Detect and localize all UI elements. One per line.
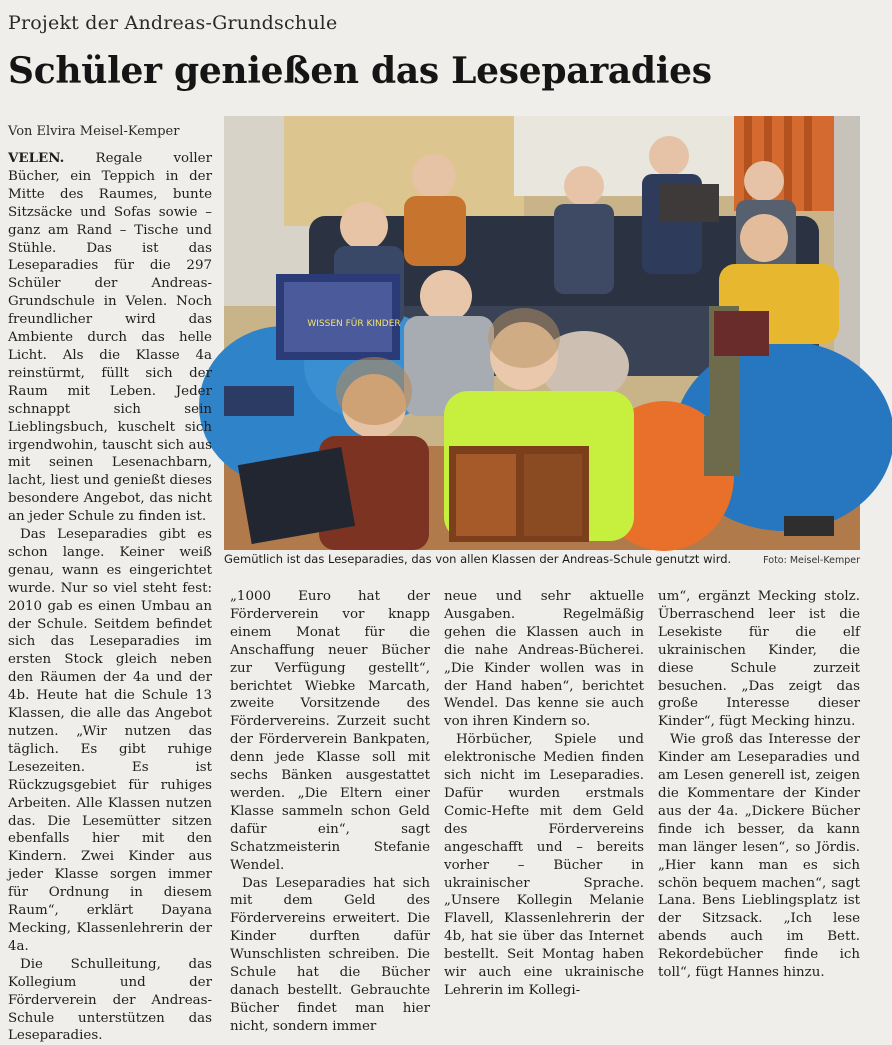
article-column-3	[444, 588, 644, 1000]
column-4-paragraph-1: um“, ergänzt Mecking stolz. Überraschend leer ist die Lesekiste für die elf ukrainischen Kinder, die diese Schule zurzeit besuchen. „Das zeigt das große Interesse dieser Kinder“, fügt Mecking hinzu.	[658, 589, 860, 730]
column-3-paragraph-1: neue und sehr aktuelle Ausgaben. Regelmäßig gehen die Klassen auch in die nahe Andreas-Bücherei. „Die Kinder wollen was in der Hand haben“, berichtet Wendel. Das kenne sie auch von ihren Kindern so.	[444, 589, 644, 730]
column-2-paragraph-2: Das Leseparadies hat sich mit dem Geld des Fördervereins erweitert. Die Kinder durften dafür Wunschlisten schreiben. Die Schule hat die Bücher danach bestellt. Gebrauchte Bücher findet man hier nicht, sondern immer	[230, 875, 430, 1034]
photo-book-title: WISSEN FÜR KINDER	[307, 319, 401, 329]
column-1-paragraph-1	[8, 150, 212, 526]
article-column-1	[8, 150, 212, 1045]
column-4-paragraph-2: Wie groß das Interesse der Kinder am Leseparadies und am Lesen generell ist, zeigen die Kommentare der Kinder aus der 4a. „Dickere Bücher finde ich besser, da kann man länger lesen“, so Jördis. „Hier kann man es sich schön bequem machen“, sagt Lana. Bens Lieblingsplatz ist der Sitzsack. „Ich lese abends auch im Bett. Rekordebücher finde ich toll“, fügt Hannes hinzu.	[658, 732, 860, 981]
caption-text: Gemütlich ist das Leseparadies, das von allen Klassen der Andreas-Schule genutzt wird.	[224, 552, 732, 566]
article-headline: Schüler genießen das Leseparadies	[8, 50, 712, 92]
article-kicker: Projekt der Andreas-Grundschule	[8, 12, 338, 34]
article-photo	[224, 116, 860, 550]
column-1-paragraph-3: Die Schulleitung, das Kollegium und der Förderverein der Andreas-Schule unterstützen das Leseparadies.	[8, 956, 212, 1044]
photo-caption	[224, 552, 860, 566]
article-byline: Von Elvira Meisel-Kemper	[8, 124, 180, 139]
column-1-paragraph-2: Das Leseparadies gibt es schon lange. Keiner weiß genau, wann es eingerichtet wurde. Nur so viel steht fest: 2010 gab es einen Umbau an der Schule. Seitdem befindet sich das Leseparadies im ersten Stock gleich neben den Räumen der 4a und der 4b. Heute hat die Schule 13 Klassen, die alle das Angebot nutzen. „Wir nutzen das täglich. Es gibt ruhige Lesezeiten. Es ist Rückzugsgebiet für ruhiges Arbeiten. Alle Klassen nutzen das. Die Lesemütter sitzen ebenfalls hier mit den Kindern. Zwei Kinder aus jeder Klasse sorgen immer für Ordnung in diesem Raum“, erklärt Dayana Mecking, Klassenlehrerin der 4a.	[8, 527, 212, 954]
column-2-paragraph-1: „1000 Euro hat der Förderverein vor knapp einem Monat für die Anschaffung neuer Bücher zur Verfügung gestellt“, berichtet Wiebke Marcath, zweite Vorsitzende des Fördervereins. Zurzeit sucht der Förderverein Bankpaten, denn jede Klasse soll mit sechs Bänken ausgestattet werden. „Die Eltern einer Klasse sammeln schon Geld dafür ein“, sagt Schatzmeisterin Stefanie Wendel.	[230, 589, 430, 873]
column-3-paragraph-2: Hörbücher, Spiele und elektronische Medien finden sich nicht im Leseparadies. Dafür wurden erstmals Comic-Hefte mit dem Geld des Fördervereins angeschafft und – bereits vorher – Bücher in ukrainischer Sprache. „Unsere Kollegin Melanie Flavell, Klassenlehrerin der 4b, hat sie über das Internet bestellt. Seit Montag haben wir auch eine ukrainische Lehrerin im Kollegi-	[444, 732, 644, 998]
reading-room-photo-illustration	[224, 116, 860, 550]
column-1-paragraph-1-text: Regale voller Bücher, ein Teppich in der Mitte des Raumes, bunte Sitzsäcke und Sofas sowie – ganz am Rand – Tische und Stühle. Das ist das Leseparadies für die 297 Schüler der Andreas-Grundschule in Velen. Noch freundlicher wird das Ambiente durch das helle Licht. Als die Klasse 4a reinstürmt, füllt sich der Raum mit Leben. Jeder schnappt sich sein Lieblingsbuch, kuschelt sich irgendwohin, tauscht sich aus mit seinen Lesenachbarn, lacht, liest und genießt dieses besondere Angebot, das nicht an jeder Schule zu finden ist.	[8, 151, 212, 525]
article-column-4	[658, 588, 860, 982]
dateline-place: VELEN.	[8, 150, 65, 166]
photo-credit: Foto: Meisel-Kemper	[763, 555, 860, 566]
article-column-2	[230, 588, 430, 1036]
